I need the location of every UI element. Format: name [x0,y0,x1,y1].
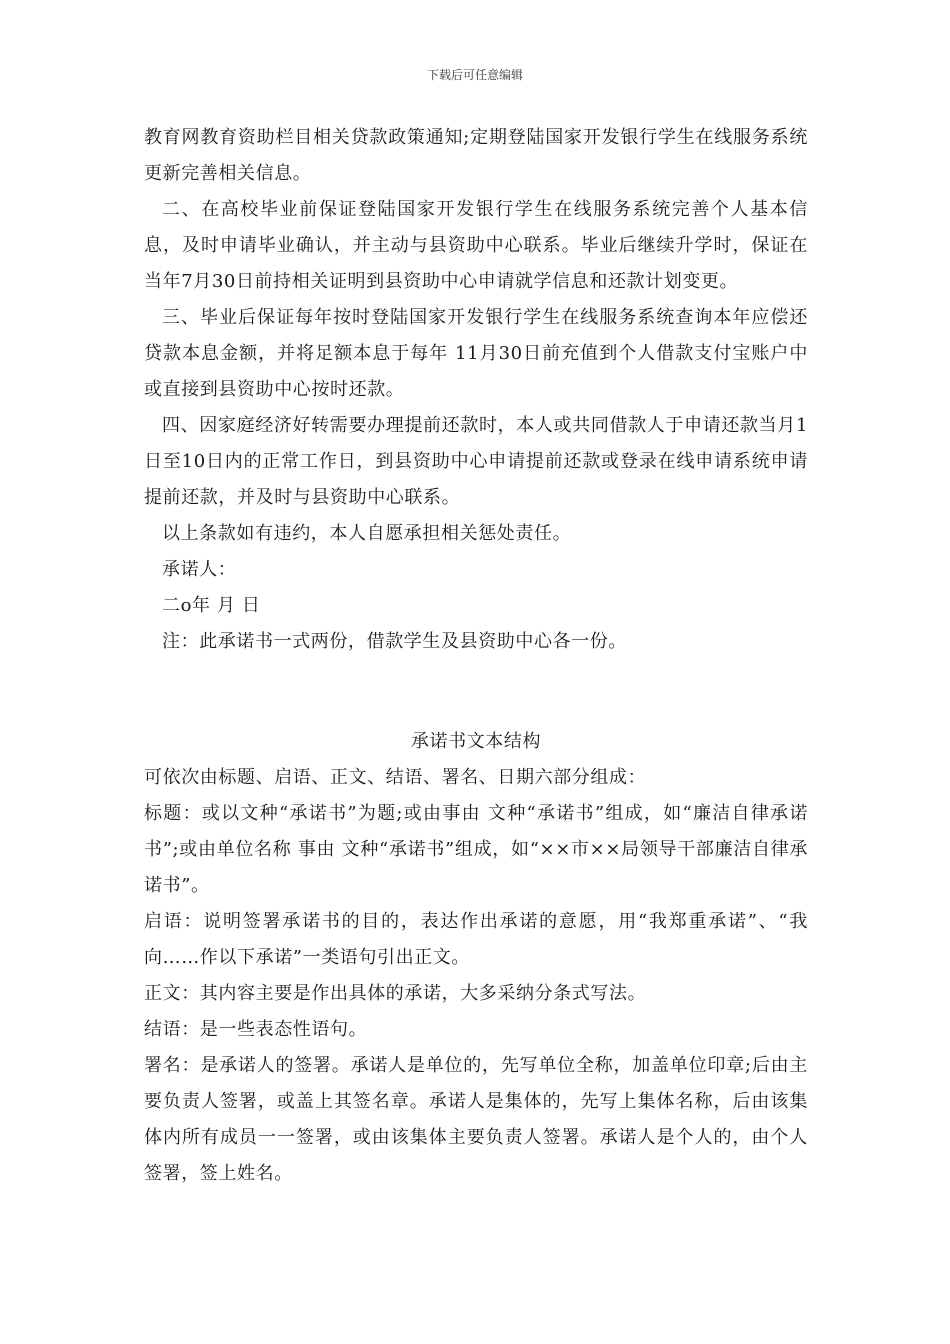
date-line: 二o年 月 日 [162,595,261,616]
pledge-paragraph-continued: 教育网教育资助栏目相关贷款政策通知;定期登陆国家开发银行学生在线服务系统更新完善相关信息。 [144,127,808,184]
document-body [144,120,808,1192]
pledge-clause-4: 四、因家庭经济好转需要办理提前还款时，本人或共同借款人于申请还款当月1日至10日内的正常工作日，到县资助中心申请提前还款或登录在线申请系统申请提前还款，并及时与县资助中心联系。 [144,415,808,508]
section-title: 承诺书文本结构 [410,731,542,752]
structure-intro: 可依次由标题、启语、正文、结语、署名、日期六部分组成： [144,767,647,788]
pledge-clause-3: 三、毕业后保证每年按时登陆国家开发银行学生在线服务系统查询本年应偿还贷款本息金额，并将足额本息于每年 11月30日前充值到个人借款支付宝账户中或直接到县资助中心按时还款。 [144,307,808,400]
note-line: 注：此承诺书一式两份，借款学生及县资助中心各一份。 [162,631,627,652]
structure-opening: 启语：说明签署承诺书的目的，表达作出承诺的意愿，用“我郑重承诺”、“我向……作以下承诺”一类语句引出正文。 [144,911,808,968]
structure-title-desc: 标题：或以文种“承诺书”为题;或由事由 文种“承诺书”组成，如“廉洁自律承诺书”;或由单位名称 事由 文种“承诺书”组成，如“××市××局领导干部廉洁自律承诺书”。 [144,803,808,896]
signer-line: 承诺人： [162,559,237,580]
structure-signature: 署名：是承诺人的签署。承诺人是单位的，先写单位全称，加盖单位印章;后由主要负责人签署，或盖上其签名章。承诺人是集体的，先写上集体名称，后由该集体内所有成员一一签署，或由该集体主要负责人签署。承诺人是个人的，由个人签署，签上姓名。 [144,1055,808,1184]
pledge-closing: 以上条款如有违约，本人自愿承担相关惩处责任。 [162,523,572,544]
page-header: 下载后可任意编辑 [426,68,523,82]
pledge-clause-2: 二、在高校毕业前保证登陆国家开发银行学生在线服务系统完善个人基本信息，及时申请毕业确认，并主动与县资助中心联系。毕业后继续升学时，保证在当年7月30日前持相关证明到县资助中心申请就学信息和还款计划变更。 [144,199,808,292]
structure-closing: 结语：是一些表态性语句。 [144,1019,368,1040]
structure-body: 正文：其内容主要是作出具体的承诺，大多采纳分条式写法。 [144,983,647,1004]
